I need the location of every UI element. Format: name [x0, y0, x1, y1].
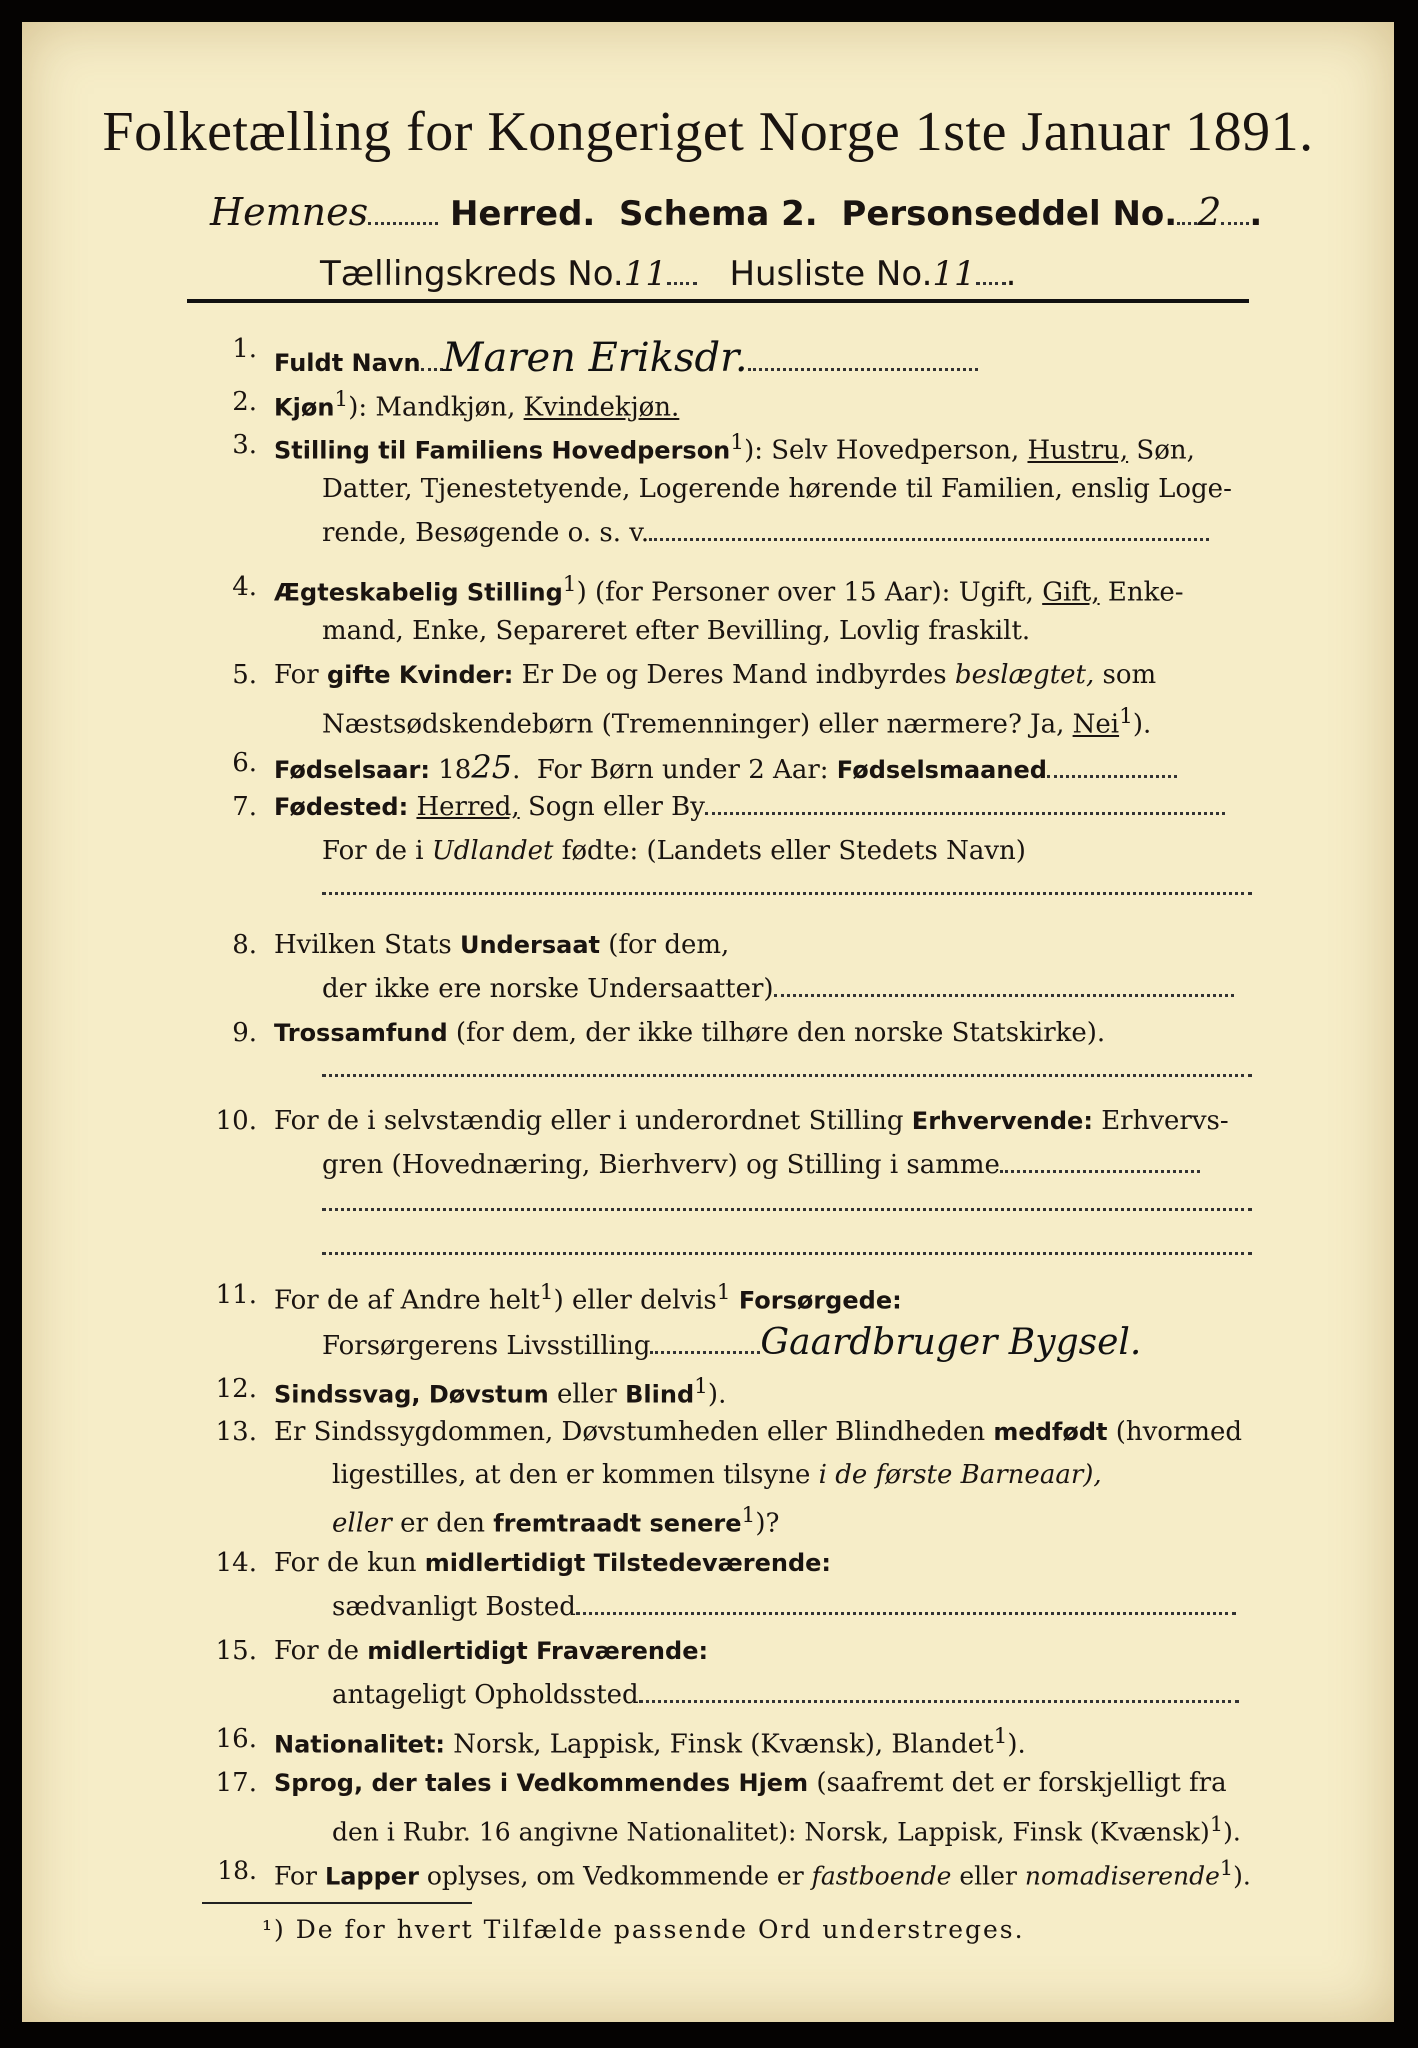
full-name-value: Maren Eriksdr.	[442, 335, 748, 381]
schema-label: Schema 2.	[619, 194, 818, 234]
footnote-divider	[202, 1902, 472, 1904]
header-line-kreds: Tællingskreds No.11 Husliste No.11 .	[320, 254, 1017, 294]
birth-year-value: 25	[471, 748, 513, 786]
personseddel-no: 2	[1197, 190, 1222, 234]
header-divider	[187, 299, 1249, 303]
kreds-label: Tællingskreds No.	[320, 254, 624, 294]
herred-name: Hemnes	[210, 190, 369, 234]
footnote: ¹) De for hvert Tilfælde passende Ord understreges.	[262, 1915, 1025, 1944]
personseddel-label: Personseddel No.	[841, 194, 1178, 234]
census-form: Folketælling for Kongeriget Norge 1ste Januar 1891. Hemnes Herred. Schema 2. Personseddel No. 2 . Tællingskreds No.11 Husliste No.11 . 1. Fuldt Navn Maren Eriksdr. 2. Kjøn$^1$): Mandkjøn, Kvindekjøn. 3. Stilling til Familiens Hovedperson$^1$): Selv Hovedperson, Hustru, Søn, Datter, Tjenestetyende, Logerende hørende til Familien, enslig Loge- rende, Besøgende o. s. v. 4. Ægteskabelig Stilling$^1$) (for Personer over 15 Aar): Ugift, Gift, Enke- mand, Enke, Separeret efter Bevilling, Lovlig fraskilt. 5. For gifte Kvinder: Er De og Deres Mand indbyrdes beslægtet, som Næstsødskendebørn (Tremenninger) eller nærmere? Ja, Nei$^1$). 6. Fødselsaar: 1825. For Børn under 2 Aar: Fødselsmaaned 7. Fødested: Herred, Sogn eller By For de i Udlandet fødte: (Landets eller Stedets Navn) 8. Hvilken Stats Undersaat (for dem, der ikke ere norske Undersaatter) 9. Trossamfund (for dem, der ikke tilhøre den norske Statskirke). 10. For de i selvstændig eller i underordnet Stilling Erhvervende: Erhvervs- gren (Hovednæring, Bierhverv) og Stilling i samme 11. For de af Andre helt$^1$) eller delvis$^1$ Forsørgede: Forsørgerens Livsstilling Gaardbruger Bygsel. 12. Sindssvag, Døvstum eller Blind$^1$). 13. Er Sindssygdommen, Døvstumheden eller Blindheden medfødt (hvormed ligestilles, at den er kommen tilsyne i de første Barneaar), eller er den fremtraadt senere$^1$)? 14. For de kun midlertidigt Tilstedeværende: sædvanligt Bosted 15. For de midlertidigt Fraværende: antageligt Opholdssted 16. Nationalitet: Norsk, Lappisk, Finsk (Kvænsk), Blandet$^1$). 17. Sprog, der tales i Vedkommendes Hjem (saafremt det er forskjelligt fra den i Rubr. 16 angivne Nationalitet): Norsk, Lappisk, Finsk (Kvænsk)$^1$). 18. For Lapper oplyses, om Vedkommende er fastboende eller nomadiserende$^1$). ¹) De for hvert Tilfælde passende Ord understreges.	[22, 22, 1394, 2022]
form-title: Folketælling for Kongeriget Norge 1ste Januar 1891.	[102, 101, 1314, 163]
herred-label: Herred.	[449, 194, 596, 234]
kreds-no: 11	[623, 254, 667, 294]
husliste-no: 11	[932, 254, 976, 294]
header-line-herred: Hemnes Herred. Schema 2. Personseddel No. 2 .	[210, 190, 1263, 234]
provider-occupation-value: Gaardbruger Bygsel.	[760, 1322, 1142, 1363]
husliste-label: Husliste No.	[729, 254, 933, 294]
